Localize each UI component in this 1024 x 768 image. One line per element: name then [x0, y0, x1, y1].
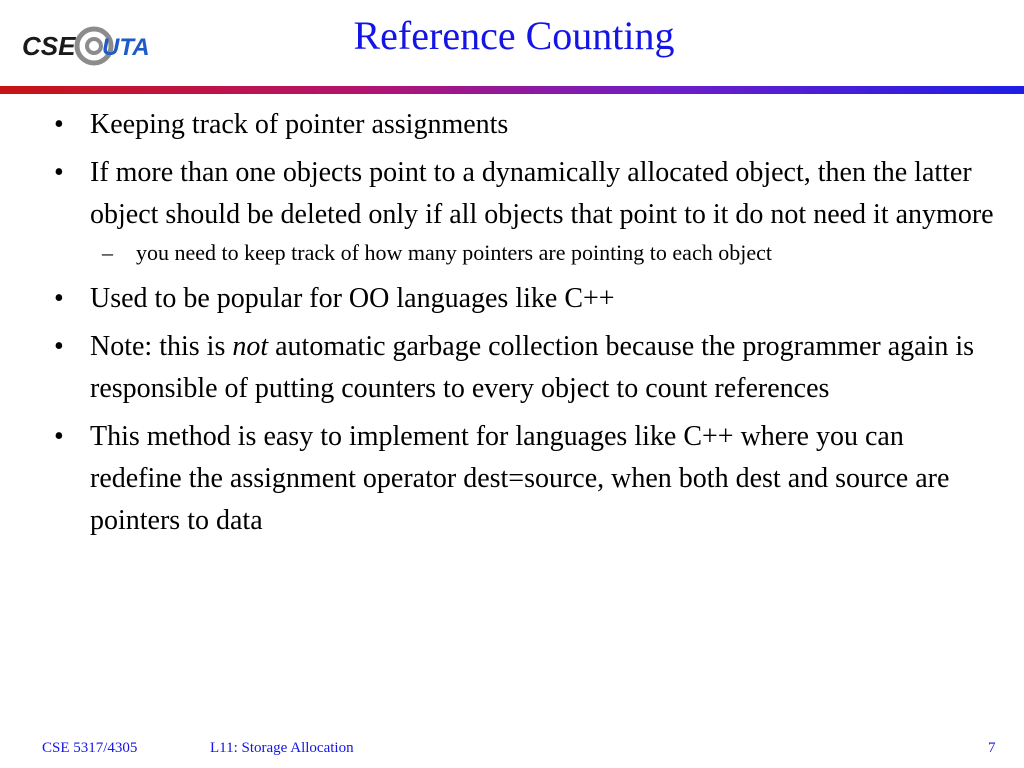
bullet-item: [40, 416, 1000, 542]
footer-lecture: L11: Storage Allocation: [210, 740, 354, 756]
slide-body: [40, 104, 1000, 548]
bullet-item: [40, 326, 1000, 410]
bullet-mark: •: [54, 157, 64, 188]
bullet-text: If more than one objects point to a dynamically allocated object, then the latter object should be deleted only if all objects that point to it do not need it anymore: [90, 157, 994, 230]
bullet-item: [40, 104, 1000, 146]
bullet-item: [40, 278, 1000, 320]
bullet-text-emphasis: not: [232, 331, 269, 362]
bullet-mark: •: [54, 331, 64, 362]
bullet-mark: •: [54, 283, 64, 314]
bullet-text: Used to be popular for OO languages like C++: [90, 283, 615, 314]
bullet-mark: •: [54, 109, 64, 140]
svg-text:CSE: CSE: [22, 31, 76, 61]
bullet-item: [40, 152, 1000, 236]
bullet-text: This method is easy to implement for languages like C++ where you can redefine the assignment operator dest=source, when both dest and source are pointers to data: [90, 421, 950, 536]
bullet-text-post: automatic garbage collection because the programmer again is responsible of putting counters to every object to count references: [90, 331, 975, 404]
sub-bullet-item: [40, 238, 1000, 268]
bullet-text: Keeping track of pointer assignments: [90, 109, 509, 140]
bullet-mark: •: [54, 421, 64, 452]
footer-page-number: 7: [988, 740, 996, 756]
bullet-text-pre: Note: this is: [90, 331, 233, 362]
footer-course: CSE 5317/4305: [42, 740, 138, 756]
slide-title: Reference Counting: [353, 13, 675, 58]
svg-text:UTA: UTA: [102, 34, 150, 61]
sub-bullet-text: you need to keep track of how many pointers are pointing to each object: [136, 240, 772, 265]
title-divider: [0, 86, 1024, 94]
dash-mark: –: [102, 240, 113, 265]
